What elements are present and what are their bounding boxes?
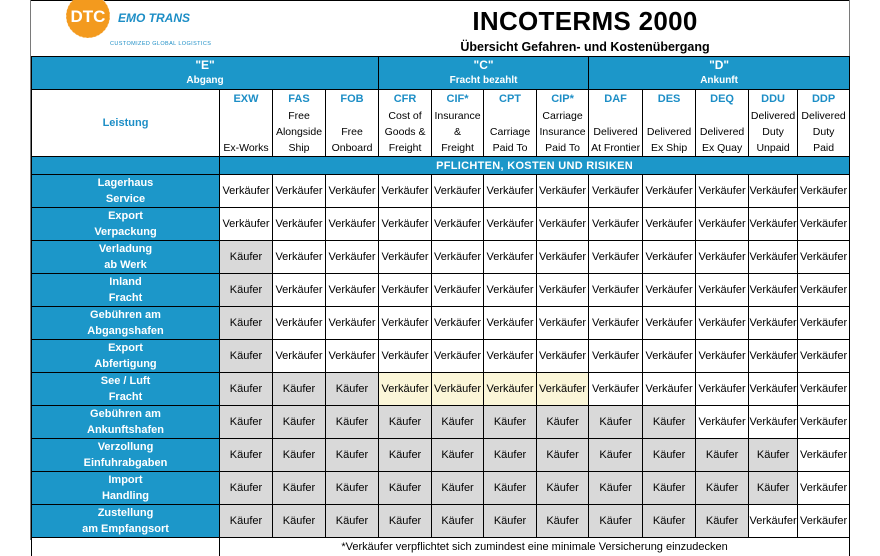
table-cell: Verkäufer bbox=[484, 373, 537, 406]
term-header-row bbox=[32, 90, 850, 157]
term-code: FAS bbox=[273, 91, 325, 108]
term-code: CIF* bbox=[432, 91, 483, 108]
term-code: FOB bbox=[326, 91, 378, 108]
term-code: DDP bbox=[798, 91, 849, 108]
band-spacer bbox=[32, 157, 220, 175]
term-description-line: Carriage bbox=[537, 108, 588, 124]
table-cell: Verkäufer bbox=[326, 340, 379, 373]
table-cell: Käufer bbox=[273, 505, 326, 538]
table-cell: Käufer bbox=[589, 505, 643, 538]
table-cell: Verkäufer bbox=[432, 340, 484, 373]
table-cell: Verkäufer bbox=[379, 373, 432, 406]
row-label-line: am Empfangsort bbox=[32, 521, 219, 537]
term-cip bbox=[537, 90, 589, 157]
term-description-line: Ship bbox=[273, 140, 325, 156]
table-cell: Käufer bbox=[696, 505, 749, 538]
table-cell: Käufer bbox=[220, 406, 273, 439]
table-cell: Verkäufer bbox=[749, 208, 798, 241]
logo-name: EMO TRANS bbox=[118, 11, 190, 25]
row-label bbox=[32, 439, 220, 472]
table-cell: Verkäufer bbox=[798, 307, 850, 340]
term-description-line: Ex-Works bbox=[220, 140, 272, 156]
term-description-line: Delivered bbox=[589, 124, 642, 140]
table-cell: Käufer bbox=[432, 505, 484, 538]
table-row bbox=[32, 406, 850, 439]
term-description-line bbox=[326, 108, 378, 124]
term-description-line bbox=[220, 108, 272, 124]
table-cell: Käufer bbox=[537, 439, 589, 472]
table-cell: Verkäufer bbox=[273, 175, 326, 208]
term-description-line bbox=[220, 124, 272, 140]
group-header-row bbox=[32, 57, 850, 90]
table-cell: Käufer bbox=[484, 439, 537, 472]
footnote: *Verkäufer verpflichtet sich zumindest eine minimale Versicherung einzudecken bbox=[220, 538, 850, 556]
table-cell: Käufer bbox=[643, 406, 696, 439]
term-description-line bbox=[484, 108, 536, 124]
table-cell: Verkäufer bbox=[326, 307, 379, 340]
term-description-line: Freight bbox=[432, 140, 483, 156]
row-label-line: Zustellung bbox=[32, 505, 219, 521]
logo-tagline: CUSTOMIZED GLOBAL LOGISTICS bbox=[110, 41, 211, 47]
table-cell: Käufer bbox=[326, 439, 379, 472]
table-cell: Käufer bbox=[537, 472, 589, 505]
table-cell: Käufer bbox=[273, 439, 326, 472]
table-cell: Käufer bbox=[643, 505, 696, 538]
table-cell: Verkäufer bbox=[798, 208, 850, 241]
term-description-line: Duty bbox=[749, 124, 797, 140]
term-description-line: Carriage bbox=[484, 124, 536, 140]
table-cell: Verkäufer bbox=[326, 241, 379, 274]
footnote-spacer bbox=[32, 538, 220, 556]
table-cell: Verkäufer bbox=[696, 340, 749, 373]
row-label bbox=[32, 307, 220, 340]
row-label-line: Abfertigung bbox=[32, 356, 219, 372]
row-label-line: Lagerhaus bbox=[32, 175, 219, 191]
row-label-line: Fracht bbox=[32, 290, 219, 306]
table-cell: Verkäufer bbox=[589, 274, 643, 307]
term-description-line: At Frontier bbox=[589, 140, 642, 156]
row-label-line: See / Luft bbox=[32, 373, 219, 389]
term-description-line: Delivered bbox=[798, 108, 849, 124]
table-row bbox=[32, 373, 850, 406]
group-e: "E" Abgang bbox=[32, 57, 379, 90]
term-description-line: Delivered bbox=[749, 108, 797, 124]
table-cell: Käufer bbox=[379, 406, 432, 439]
row-label-line: Verpackung bbox=[32, 224, 219, 240]
table-row bbox=[32, 208, 850, 241]
row-label bbox=[32, 373, 220, 406]
table-cell: Verkäufer bbox=[798, 175, 850, 208]
term-description-line: Unpaid bbox=[749, 140, 797, 156]
row-label-line: Export bbox=[32, 340, 219, 356]
table-cell: Verkäufer bbox=[432, 175, 484, 208]
table-cell: Verkäufer bbox=[432, 241, 484, 274]
table-row bbox=[32, 175, 850, 208]
term-description-line: Delivered bbox=[643, 124, 695, 140]
term-description-line bbox=[643, 108, 695, 124]
row-label bbox=[32, 175, 220, 208]
term-des bbox=[643, 90, 696, 157]
table-cell: Verkäufer bbox=[379, 274, 432, 307]
term-description-line: Cost of bbox=[379, 108, 431, 124]
term-description-line: Goods & bbox=[379, 124, 431, 140]
table-cell: Käufer bbox=[220, 340, 273, 373]
table-cell: Verkäufer bbox=[537, 241, 589, 274]
term-description-line: Free bbox=[326, 124, 378, 140]
table-cell: Verkäufer bbox=[273, 307, 326, 340]
table-cell: Käufer bbox=[220, 505, 273, 538]
table-cell: Verkäufer bbox=[643, 208, 696, 241]
table-cell: Verkäufer bbox=[537, 307, 589, 340]
table-cell: Käufer bbox=[484, 505, 537, 538]
table-cell: Käufer bbox=[484, 406, 537, 439]
table-row bbox=[32, 307, 850, 340]
table-cell: Verkäufer bbox=[696, 307, 749, 340]
table-cell: Käufer bbox=[432, 439, 484, 472]
table-cell: Verkäufer bbox=[537, 340, 589, 373]
row-label-line: ab Werk bbox=[32, 257, 219, 273]
term-description-line: Alongside bbox=[273, 124, 325, 140]
row-label bbox=[32, 340, 220, 373]
table-cell: Verkäufer bbox=[749, 274, 798, 307]
term-deq bbox=[696, 90, 749, 157]
term-description-line: Paid bbox=[798, 140, 849, 156]
term-code: CFR bbox=[379, 91, 431, 108]
row-label-line: Gebühren am bbox=[32, 307, 219, 323]
table-cell: Käufer bbox=[696, 439, 749, 472]
row-label-line: Gebühren am bbox=[32, 406, 219, 422]
table-cell: Verkäufer bbox=[589, 340, 643, 373]
table-cell: Verkäufer bbox=[696, 175, 749, 208]
row-label-line: Verladung bbox=[32, 241, 219, 257]
table-cell: Verkäufer bbox=[432, 307, 484, 340]
table-cell: Verkäufer bbox=[220, 175, 273, 208]
left-margin-line bbox=[0, 0, 31, 540]
term-description-line: Insurance bbox=[537, 124, 588, 140]
table-row bbox=[32, 274, 850, 307]
term-description-line bbox=[696, 108, 748, 124]
table-cell: Verkäufer bbox=[273, 340, 326, 373]
table-cell: Käufer bbox=[326, 373, 379, 406]
term-ddp bbox=[798, 90, 850, 157]
table-cell: Verkäufer bbox=[643, 241, 696, 274]
table-cell: Käufer bbox=[379, 472, 432, 505]
term-code: EXW bbox=[220, 91, 272, 108]
table-cell: Käufer bbox=[749, 472, 798, 505]
term-description-line: Ex Quay bbox=[696, 140, 748, 156]
row-label-line: Ankunftshafen bbox=[32, 422, 219, 438]
table-cell: Verkäufer bbox=[379, 208, 432, 241]
table-cell: Verkäufer bbox=[484, 175, 537, 208]
row-label-line: Handling bbox=[32, 488, 219, 504]
table-cell: Käufer bbox=[220, 373, 273, 406]
row-label bbox=[32, 208, 220, 241]
row-label-line: Inland bbox=[32, 274, 219, 290]
incoterms-table-body bbox=[32, 57, 850, 556]
table-cell: Verkäufer bbox=[696, 241, 749, 274]
term-description-line: Paid To bbox=[537, 140, 588, 156]
table-cell: Verkäufer bbox=[798, 373, 850, 406]
row-label-line: Import bbox=[32, 472, 219, 488]
term-description-line: Duty bbox=[798, 124, 849, 140]
table-cell: Verkäufer bbox=[273, 241, 326, 274]
table-cell: Verkäufer bbox=[484, 340, 537, 373]
term-fas bbox=[273, 90, 326, 157]
table-cell: Verkäufer bbox=[589, 373, 643, 406]
table-cell: Verkäufer bbox=[798, 505, 850, 538]
section-band: PFLICHTEN, KOSTEN UND RISIKEN bbox=[220, 157, 850, 175]
row-label bbox=[32, 472, 220, 505]
table-cell: Verkäufer bbox=[749, 175, 798, 208]
table-cell: Verkäufer bbox=[589, 241, 643, 274]
table-cell: Verkäufer bbox=[798, 439, 850, 472]
table-cell: Verkäufer bbox=[643, 373, 696, 406]
term-description-line: Free bbox=[273, 108, 325, 124]
table-cell: Käufer bbox=[220, 241, 273, 274]
table-cell: Verkäufer bbox=[589, 175, 643, 208]
term-cif bbox=[432, 90, 484, 157]
table-cell: Verkäufer bbox=[749, 340, 798, 373]
table-cell: Verkäufer bbox=[220, 208, 273, 241]
table-cell: Käufer bbox=[643, 472, 696, 505]
term-description-line bbox=[589, 108, 642, 124]
table-cell: Verkäufer bbox=[484, 208, 537, 241]
table-cell: Käufer bbox=[379, 439, 432, 472]
table-cell: Käufer bbox=[589, 472, 643, 505]
term-exw bbox=[220, 90, 273, 157]
table-row bbox=[32, 340, 850, 373]
table-row bbox=[32, 439, 850, 472]
term-description-line: Delivered bbox=[696, 124, 748, 140]
table-cell: Käufer bbox=[326, 406, 379, 439]
term-description-line: Freight bbox=[379, 140, 431, 156]
table-cell: Verkäufer bbox=[696, 373, 749, 406]
row-label bbox=[32, 241, 220, 274]
table-cell: Käufer bbox=[379, 505, 432, 538]
table-cell: Käufer bbox=[432, 472, 484, 505]
group-c: "C" Fracht bezahlt bbox=[379, 57, 589, 90]
term-code: CIP* bbox=[537, 91, 588, 108]
row-label-line: Einfuhrabgaben bbox=[32, 455, 219, 471]
table-cell: Verkäufer bbox=[484, 307, 537, 340]
table-cell: Verkäufer bbox=[798, 472, 850, 505]
row-label bbox=[32, 505, 220, 538]
table-cell: Käufer bbox=[273, 406, 326, 439]
term-description-line: Paid To bbox=[484, 140, 536, 156]
table-cell: Verkäufer bbox=[798, 274, 850, 307]
table-cell: Verkäufer bbox=[643, 340, 696, 373]
row-label-line: Abgangshafen bbox=[32, 323, 219, 339]
company-logo bbox=[54, 0, 218, 48]
table-cell: Käufer bbox=[589, 406, 643, 439]
term-code: DAF bbox=[589, 91, 642, 108]
incoterms-table bbox=[31, 56, 850, 556]
table-cell: Verkäufer bbox=[696, 274, 749, 307]
table-cell: Verkäufer bbox=[432, 208, 484, 241]
table-cell: Käufer bbox=[432, 406, 484, 439]
table-cell: Verkäufer bbox=[643, 175, 696, 208]
term-code: CPT bbox=[484, 91, 536, 108]
table-cell: Verkäufer bbox=[749, 373, 798, 406]
row-label-line: Verzollung bbox=[32, 439, 219, 455]
table-cell: Käufer bbox=[589, 439, 643, 472]
table-cell: Verkäufer bbox=[326, 274, 379, 307]
table-cell: Käufer bbox=[696, 472, 749, 505]
table-cell: Verkäufer bbox=[379, 340, 432, 373]
table-cell: Verkäufer bbox=[749, 505, 798, 538]
table-cell: Käufer bbox=[484, 472, 537, 505]
table-cell: Käufer bbox=[273, 373, 326, 406]
table-cell: Verkäufer bbox=[484, 241, 537, 274]
table-cell: Verkäufer bbox=[589, 307, 643, 340]
table-cell: Verkäufer bbox=[798, 340, 850, 373]
term-cpt bbox=[484, 90, 537, 157]
table-cell: Verkäufer bbox=[484, 274, 537, 307]
table-cell: Verkäufer bbox=[273, 274, 326, 307]
row-label-line: Export bbox=[32, 208, 219, 224]
table-cell: Verkäufer bbox=[696, 208, 749, 241]
table-cell: Verkäufer bbox=[696, 406, 749, 439]
table-row bbox=[32, 505, 850, 538]
term-fob bbox=[326, 90, 379, 157]
table-cell: Verkäufer bbox=[589, 208, 643, 241]
table-cell: Verkäufer bbox=[749, 241, 798, 274]
table-cell: Käufer bbox=[326, 505, 379, 538]
table-cell: Käufer bbox=[220, 274, 273, 307]
row-label-line: Service bbox=[32, 191, 219, 207]
table-cell: Käufer bbox=[220, 307, 273, 340]
term-description-line: Onboard bbox=[326, 140, 378, 156]
table-cell: Verkäufer bbox=[326, 175, 379, 208]
table-row bbox=[32, 472, 850, 505]
term-description-line: Ex Ship bbox=[643, 140, 695, 156]
row-label-line: Fracht bbox=[32, 389, 219, 405]
table-cell: Verkäufer bbox=[537, 373, 589, 406]
table-cell: Verkäufer bbox=[643, 274, 696, 307]
leistung-header: Leistung bbox=[32, 90, 220, 157]
page-title: INCOTERMS 2000 bbox=[380, 6, 790, 37]
table-cell: Verkäufer bbox=[537, 274, 589, 307]
table-cell: Verkäufer bbox=[798, 406, 850, 439]
table-cell: Verkäufer bbox=[432, 373, 484, 406]
term-cfr bbox=[379, 90, 432, 157]
table-cell: Verkäufer bbox=[379, 307, 432, 340]
row-label bbox=[32, 274, 220, 307]
term-code: DEQ bbox=[696, 91, 748, 108]
page-subtitle: Übersicht Gefahren- und Kostenübergang bbox=[380, 40, 790, 54]
table-cell: Käufer bbox=[273, 472, 326, 505]
table-cell: Verkäufer bbox=[379, 175, 432, 208]
row-label bbox=[32, 406, 220, 439]
table-cell: Verkäufer bbox=[273, 208, 326, 241]
section-band-row bbox=[32, 157, 850, 175]
table-cell: Verkäufer bbox=[432, 274, 484, 307]
term-code: DDU bbox=[749, 91, 797, 108]
logo-mark: DTC bbox=[71, 7, 106, 26]
table-cell: Verkäufer bbox=[537, 208, 589, 241]
table-cell: Käufer bbox=[749, 439, 798, 472]
term-daf bbox=[589, 90, 643, 157]
table-cell: Käufer bbox=[643, 439, 696, 472]
table-cell: Käufer bbox=[220, 472, 273, 505]
table-cell: Käufer bbox=[537, 406, 589, 439]
term-description-line: & bbox=[432, 124, 483, 140]
term-ddu bbox=[749, 90, 798, 157]
table-cell: Verkäufer bbox=[749, 307, 798, 340]
table-cell: Käufer bbox=[326, 472, 379, 505]
table-cell: Verkäufer bbox=[379, 241, 432, 274]
table-cell: Verkäufer bbox=[643, 307, 696, 340]
footnote-row bbox=[32, 538, 850, 556]
table-cell: Verkäufer bbox=[798, 241, 850, 274]
table-cell: Verkäufer bbox=[537, 175, 589, 208]
term-description-line: Insurance bbox=[432, 108, 483, 124]
term-code: DES bbox=[643, 91, 695, 108]
table-cell: Verkäufer bbox=[749, 406, 798, 439]
table-cell: Käufer bbox=[220, 439, 273, 472]
group-d: "D" Ankunft bbox=[589, 57, 850, 90]
table-cell: Käufer bbox=[537, 505, 589, 538]
table-cell: Verkäufer bbox=[326, 208, 379, 241]
table-row bbox=[32, 241, 850, 274]
